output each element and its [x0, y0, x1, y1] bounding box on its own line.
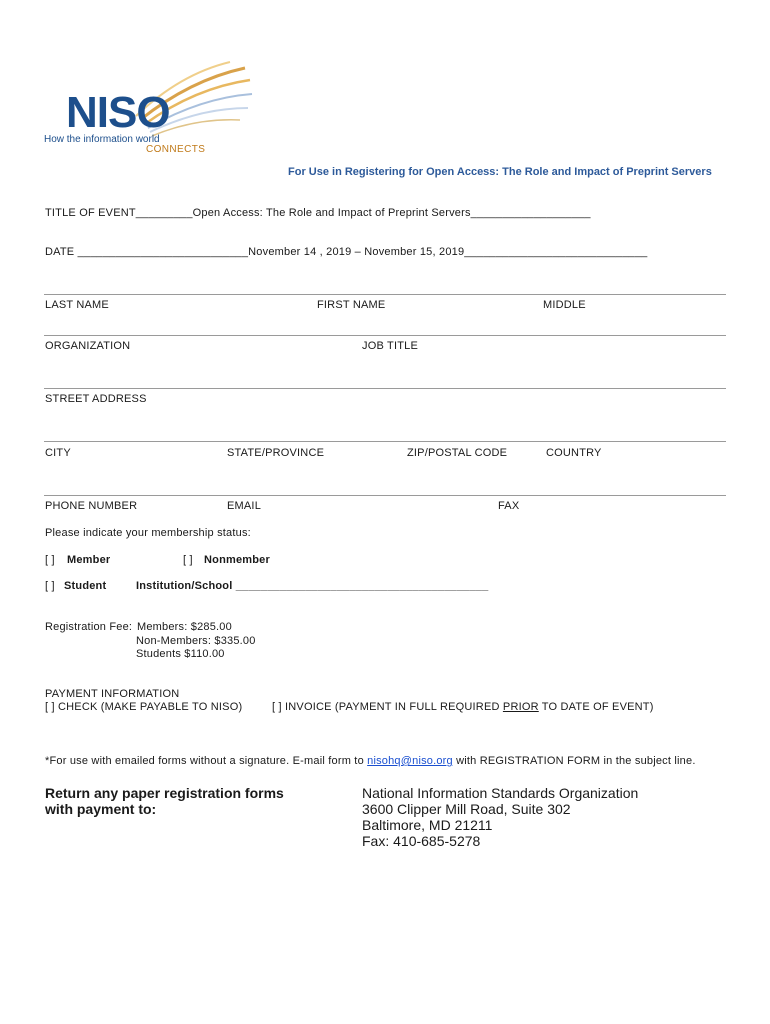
event-title-line: TITLE OF EVENT_________Open Access: The Role and Impact of Preprint Servers___________________ [45, 207, 591, 219]
payment-heading: PAYMENT INFORMATION [45, 688, 180, 700]
field-rule [44, 388, 726, 389]
phone-field[interactable]: PHONE NUMBER [45, 500, 138, 512]
zip-field[interactable]: ZIP/POSTAL CODE [407, 447, 508, 459]
check-option[interactable]: [ ] CHECK (MAKE PAYABLE TO NISO) [45, 701, 243, 713]
email-note-text-end: with REGISTRATION FORM in the subject line. [452, 755, 696, 767]
logo-tagline-1: How the information world [44, 134, 160, 145]
invoice-text: [ ] INVOICE (PAYMENT IN FULL REQUIRED [272, 701, 503, 713]
email-field[interactable]: EMAIL [227, 500, 262, 512]
address-city: Baltimore, MD 21211 [362, 817, 493, 833]
return-heading-line2: with payment to: [45, 801, 157, 817]
nonmember-checkbox[interactable]: [ ] [183, 554, 193, 566]
invoice-option[interactable] [272, 701, 654, 713]
field-rule [44, 441, 726, 442]
fee-nonmembers: Non-Members: $335.00 [136, 635, 256, 647]
email-note [45, 755, 696, 767]
fee-members: Members: $285.00 [137, 621, 232, 633]
student-checkbox[interactable]: [ ] [45, 580, 55, 592]
field-rule [44, 495, 726, 496]
city-field[interactable]: CITY [45, 447, 71, 459]
address-fax: Fax: 410-685-5278 [362, 833, 481, 849]
street-address-field[interactable]: STREET ADDRESS [45, 393, 147, 405]
invoice-text-end: TO DATE OF EVENT) [538, 701, 654, 713]
first-name-field[interactable]: FIRST NAME [317, 299, 386, 311]
country-field[interactable]: COUNTRY [546, 447, 602, 459]
address-org: National Information Standards Organization [362, 785, 639, 801]
nonmember-label: Nonmember [204, 554, 270, 566]
address-street: 3600 Clipper Mill Road, Suite 302 [362, 801, 571, 817]
middle-name-field[interactable]: MIDDLE [543, 299, 586, 311]
organization-field[interactable]: ORGANIZATION [45, 340, 131, 352]
logo-tagline-2: CONNECTS [146, 144, 206, 155]
field-rule [44, 294, 726, 295]
registration-fee-label: Registration Fee: [45, 621, 133, 633]
return-heading-line1: Return any paper registration forms [45, 785, 284, 801]
email-link[interactable]: nisohq@niso.org [367, 755, 453, 767]
state-field[interactable]: STATE/PROVINCE [227, 447, 325, 459]
field-rule [44, 335, 726, 336]
fee-students: Students $110.00 [136, 648, 225, 660]
email-note-text: *For use with emailed forms without a signature. E-mail form to [45, 755, 368, 767]
invoice-prior: PRIOR [502, 701, 539, 713]
niso-logo [40, 60, 255, 160]
event-date-line: DATE ___________________________November 14 , 2019 – November 15, 2019_____________________________ [45, 246, 648, 258]
fax-field[interactable]: FAX [498, 500, 520, 512]
form-subtitle: For Use in Registering for Open Access: The Role and Impact of Preprint Servers [288, 166, 712, 178]
institution-field[interactable]: Institution/School ________________________________________ [136, 580, 489, 592]
student-label: Student [64, 580, 107, 592]
member-checkbox[interactable]: [ ] [45, 554, 55, 566]
job-title-field[interactable]: JOB TITLE [362, 340, 418, 352]
membership-prompt: Please indicate your membership status: [45, 527, 251, 539]
logo-wordmark: NISO [66, 88, 170, 137]
last-name-field[interactable]: LAST NAME [45, 299, 109, 311]
member-label: Member [67, 554, 111, 566]
